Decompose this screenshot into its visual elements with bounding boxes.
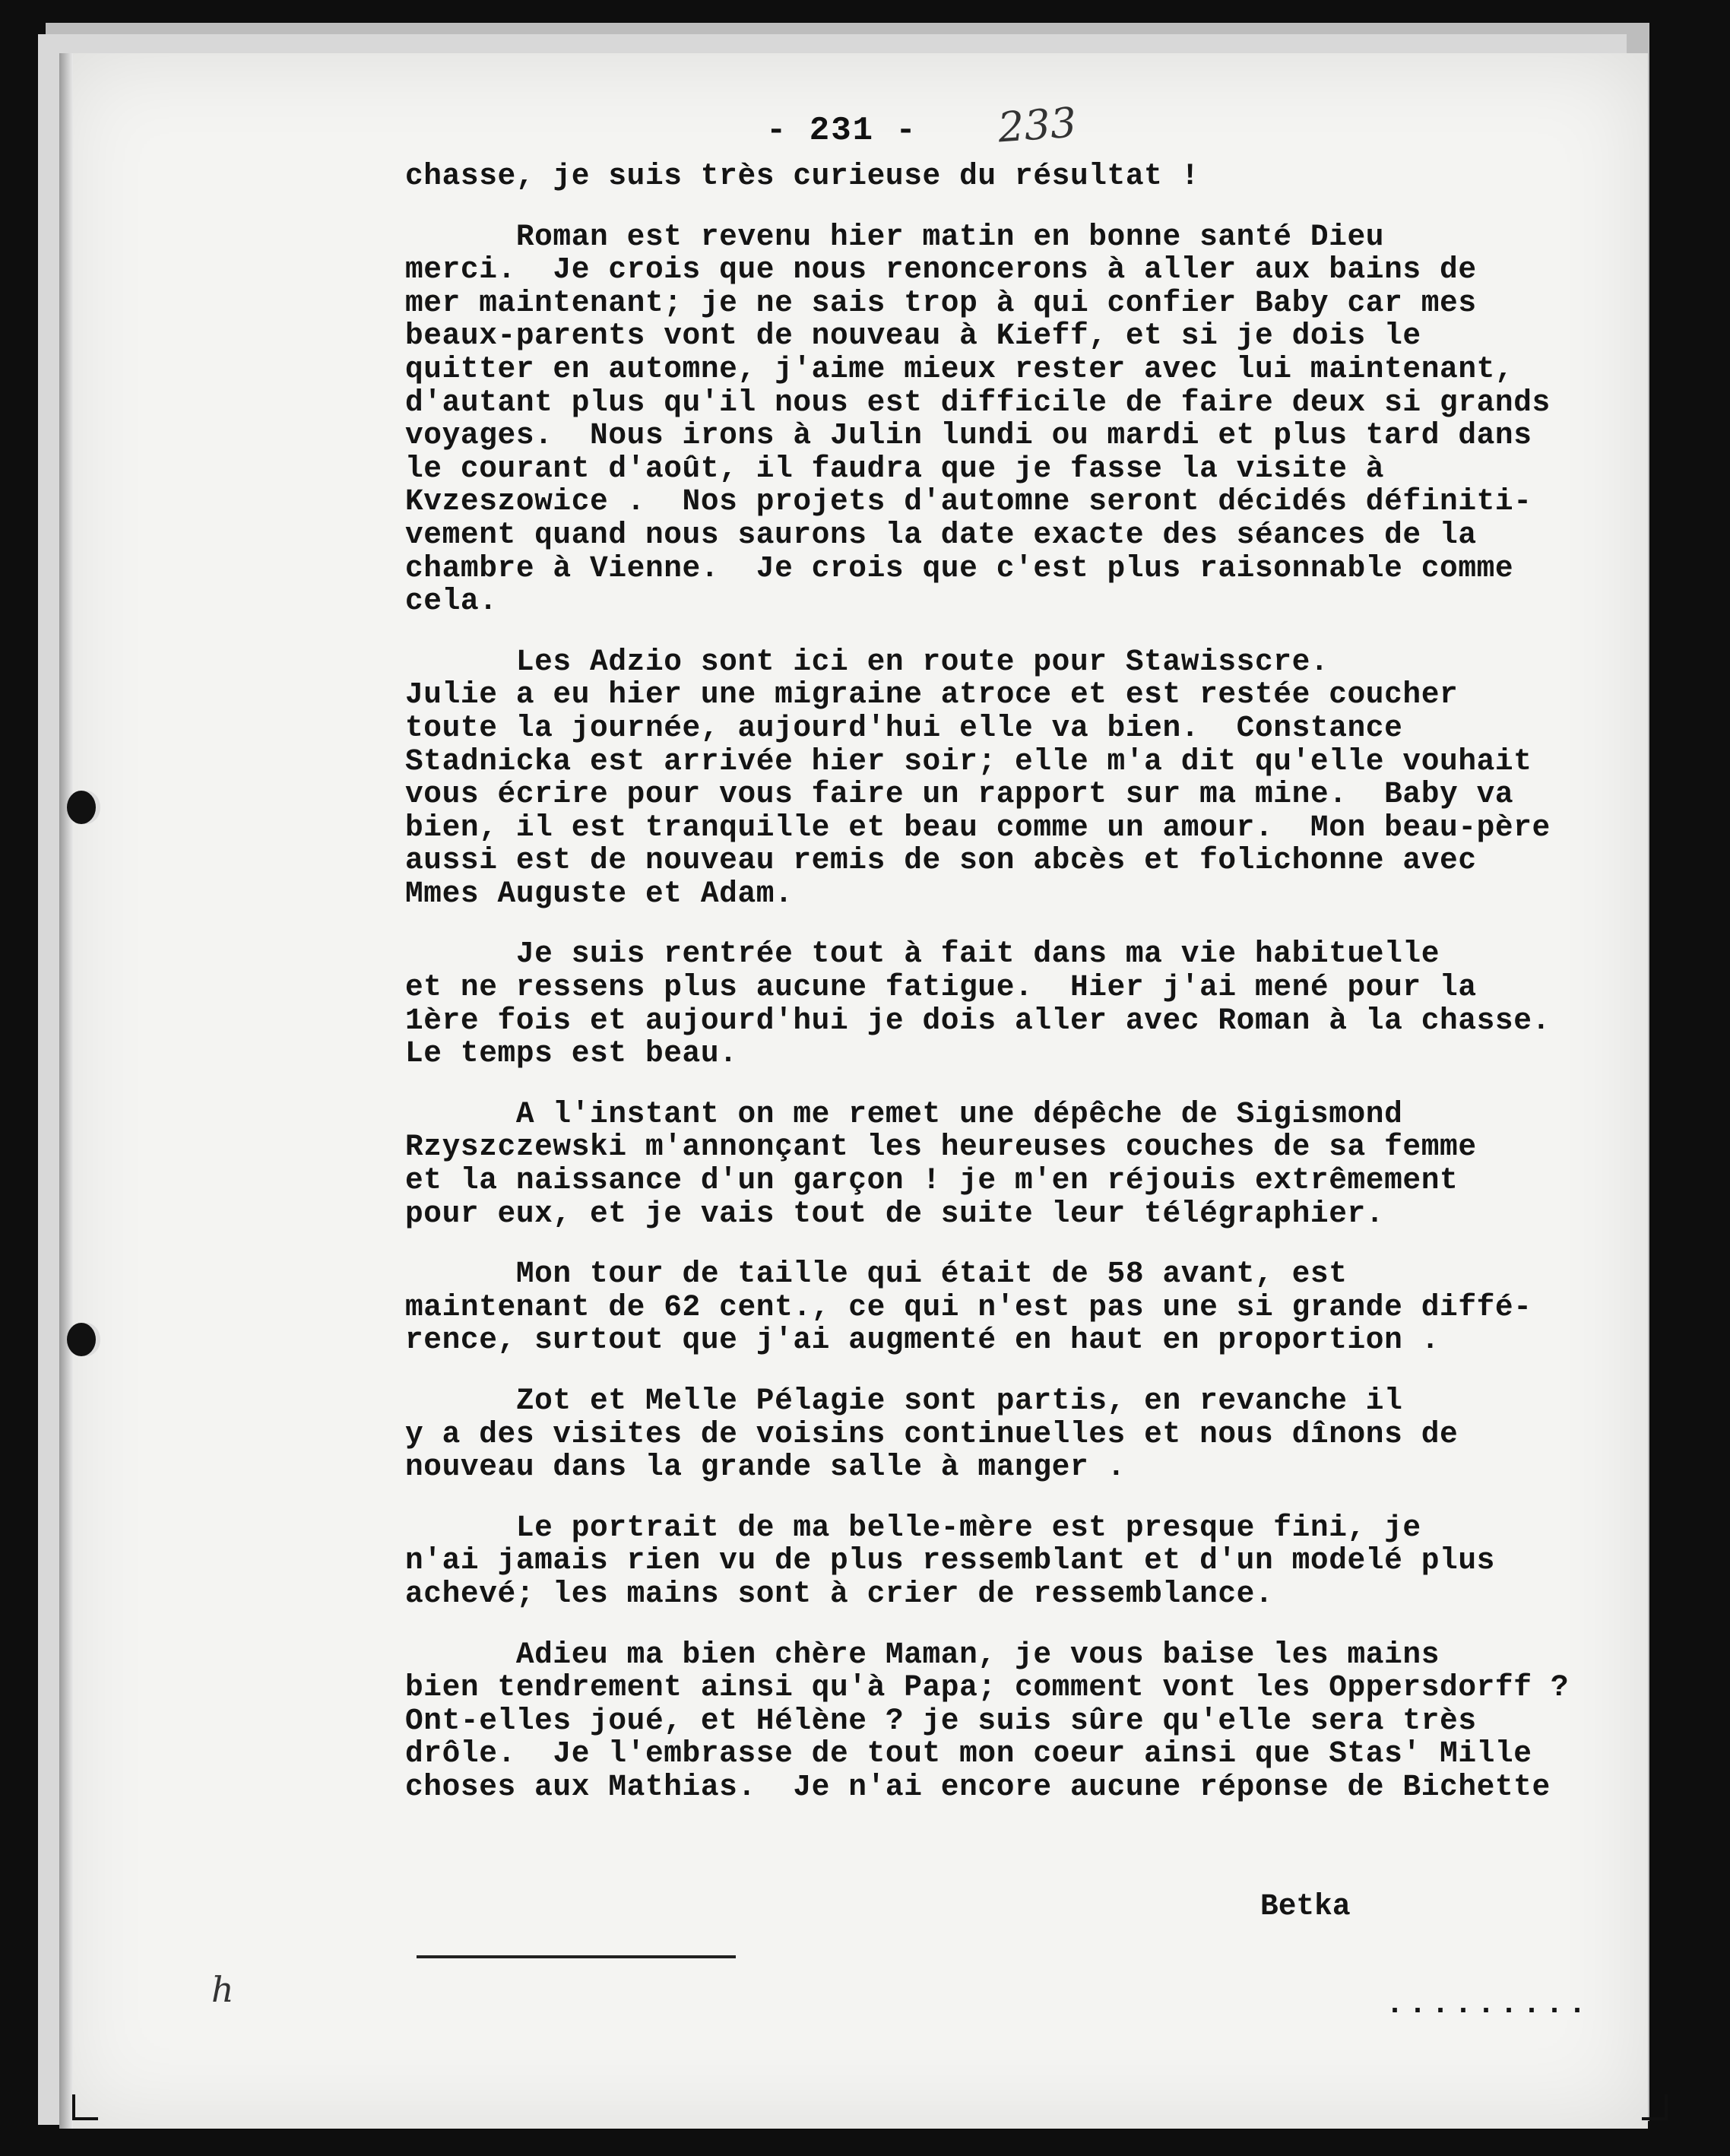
text-line: voyages. Nous irons à Julin lundi ou mardi et plus tard dans <box>405 418 1532 453</box>
text-line: beaux-parents vont de nouveau à Kieff, et si je dois le <box>405 319 1421 354</box>
text-line: Je suis rentrée tout à fait dans ma vie habituelle <box>405 937 1440 972</box>
text-line: bien tendrement ainsi qu'à Papa; comment vont les Oppersdorff ? <box>405 1670 1570 1705</box>
text-line: Le portrait de ma belle-mère est presque fini, je <box>405 1510 1421 1545</box>
paragraph-gap <box>405 618 1713 645</box>
text-line: achevé; les mains sont à crier de ressemblance. <box>405 1576 1274 1611</box>
paragraph-gap <box>405 1484 1713 1511</box>
text-line: Roman est revenu hier matin en bonne santé Dieu <box>405 219 1385 254</box>
paragraph-gap <box>405 1230 1713 1257</box>
text-line: drôle. Je l'embrasse de tout mon coeur ainsi que Stas' Mille <box>405 1736 1532 1771</box>
text-line: cela. <box>405 584 498 619</box>
paragraph-gap <box>405 1070 1713 1098</box>
text-line: chasse, je suis très curieuse du résultat ! <box>405 159 1200 193</box>
text-line: chambre à Vienne. Je crois que c'est plus raisonnable comme <box>405 550 1514 585</box>
text-line: aussi est de nouveau remis de son abcès et folichonne avec <box>405 843 1477 878</box>
punch-hole <box>67 1323 96 1356</box>
text-line: Adieu ma bien chère Maman, je vous baise les mains <box>405 1637 1440 1672</box>
text-line: 1ère fois et aujourd'hui je dois aller avec Roman à la chasse. <box>405 1003 1551 1038</box>
continuation-dots: ......... <box>1386 1988 1592 2022</box>
text-line: Rzyszczewski m'annonçant les heureuses couches de sa femme <box>405 1130 1477 1165</box>
page-number: - 231 - <box>766 112 917 150</box>
signature: Betka <box>1260 1889 1351 1923</box>
page-edge <box>59 53 73 2129</box>
crop-mark <box>72 2094 98 2120</box>
text-line: y a des visites de voisins continuelles et nous dînons de <box>405 1416 1459 1451</box>
paragraph-gap <box>405 1357 1713 1384</box>
text-line: bien, il est tranquille et beau comme un amour. Mon beau-père <box>405 810 1551 845</box>
text-line: rence, surtout que j'ai augmenté en haut en proportion . <box>405 1323 1440 1358</box>
text-line: et la naissance d'un garçon ! je m'en réjouis extrêmement <box>405 1163 1459 1198</box>
text-line: Mmes Auguste et Adam. <box>405 876 794 911</box>
text-line: n'ai jamais rien vu de plus ressemblant et d'un modelé plus <box>405 1543 1495 1578</box>
text-line: vous écrire pour vous faire un rapport sur ma mine. Baby va <box>405 777 1514 812</box>
text-line: toute la journée, aujourd'hui elle va bien. Constance <box>405 710 1403 745</box>
text-line: merci. Je crois que nous renoncerons à aller aux bains de <box>405 252 1477 287</box>
text-line: Ont-elles joué, et Hélène ? je suis sûre qu'elle sera très <box>405 1703 1477 1738</box>
text-line: Mon tour de taille qui était de 58 avant, est <box>405 1257 1348 1292</box>
text-line: Les Adzio sont ici en route pour Stawisscre. <box>405 644 1329 679</box>
handwritten-page-number: 233 <box>996 98 1079 152</box>
divider-rule <box>417 1955 736 1958</box>
text-line: Le temps est beau. <box>405 1036 738 1071</box>
text-line: pour eux, et je vais tout de suite leur télégraphier. <box>405 1196 1385 1231</box>
margin-mark: h <box>211 1969 234 2010</box>
text-line: A l'instant on me remet une dépêche de Sigismond <box>405 1096 1403 1131</box>
text-line: choses aux Mathias. Je n'ai encore aucune réponse de Bichette <box>405 1769 1551 1804</box>
text-line: d'autant plus qu'il nous est difficile de faire deux si grands <box>405 385 1551 420</box>
text-line: Stadnicka est arrivée hier soir; elle m'a dit qu'elle vouhait <box>405 744 1532 778</box>
paragraph-gap <box>405 910 1713 937</box>
text-line: Kvzeszowice . Nos projets d'automne seront décidés définiti- <box>405 484 1532 519</box>
punch-hole <box>67 791 96 824</box>
text-line: Zot et Melle Pélagie sont partis, en revanche il <box>405 1384 1403 1418</box>
text-line: nouveau dans la grande salle à manger . <box>405 1450 1126 1485</box>
text-line: maintenant de 62 cent., ce qui n'est pas une si grande diffé- <box>405 1289 1532 1324</box>
letter-body <box>405 160 1713 1804</box>
paragraph-gap <box>405 1611 1713 1638</box>
text-line: quitter en automne, j'aime mieux rester avec lui maintenant, <box>405 351 1514 386</box>
paragraph-gap <box>405 193 1713 220</box>
text-line: Julie a eu hier une migraine atroce et est restée coucher <box>405 677 1459 712</box>
text-line: mer maintenant; je ne sais trop à qui confier Baby car mes <box>405 285 1477 320</box>
crop-mark <box>1642 2094 1668 2120</box>
text-line: vement quand nous saurons la date exacte des séances de la <box>405 517 1477 552</box>
text-line: le courant d'août, il faudra que je fasse la visite à <box>405 451 1385 486</box>
text-line: et ne ressens plus aucune fatigue. Hier j'ai mené pour la <box>405 970 1477 1005</box>
document-page <box>59 53 1648 2129</box>
